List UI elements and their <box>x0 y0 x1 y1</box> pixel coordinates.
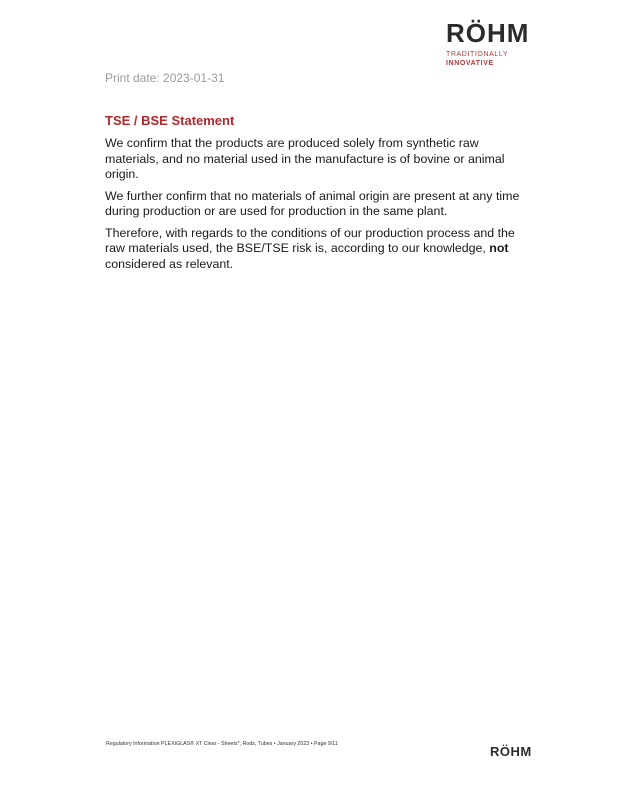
statement-title: TSE / BSE Statement <box>105 113 235 128</box>
brand-tagline-line1: TRADITIONALLY <box>446 51 509 58</box>
footer-info: Regulatory Information PLEXIGLAS® XT Clear - Sheets*, Rods, Tubes • January 2023 • Page 9/11 <box>106 741 338 747</box>
statement-body <box>105 136 535 278</box>
paragraph-3-text-end: considered as relevant. <box>105 256 234 271</box>
brand-wordmark: RÖHM <box>446 18 530 48</box>
statement-paragraph-3 <box>105 226 535 273</box>
footer-brand-logo: RÖHM <box>490 744 532 759</box>
paragraph-3-text-start: Therefore, with regards to the conditions of our production process and the raw materials used, the BSE/TSE risk is, according to our knowledge, <box>105 225 515 255</box>
paragraph-3-emphasis: not <box>489 241 509 255</box>
brand-tagline-line2: INNOVATIVE <box>446 60 494 67</box>
statement-paragraph-2: We further confirm that no materials of animal origin are present at any time during production or are used for production in the same plant. <box>105 188 520 218</box>
brand-logo <box>446 20 546 68</box>
statement-paragraph-1: We confirm that the products are produced solely from synthetic raw materials, and no material used in the manufacture is of bovine or animal origin. <box>105 136 505 181</box>
print-date: Print date: 2023-01-31 <box>105 71 225 85</box>
